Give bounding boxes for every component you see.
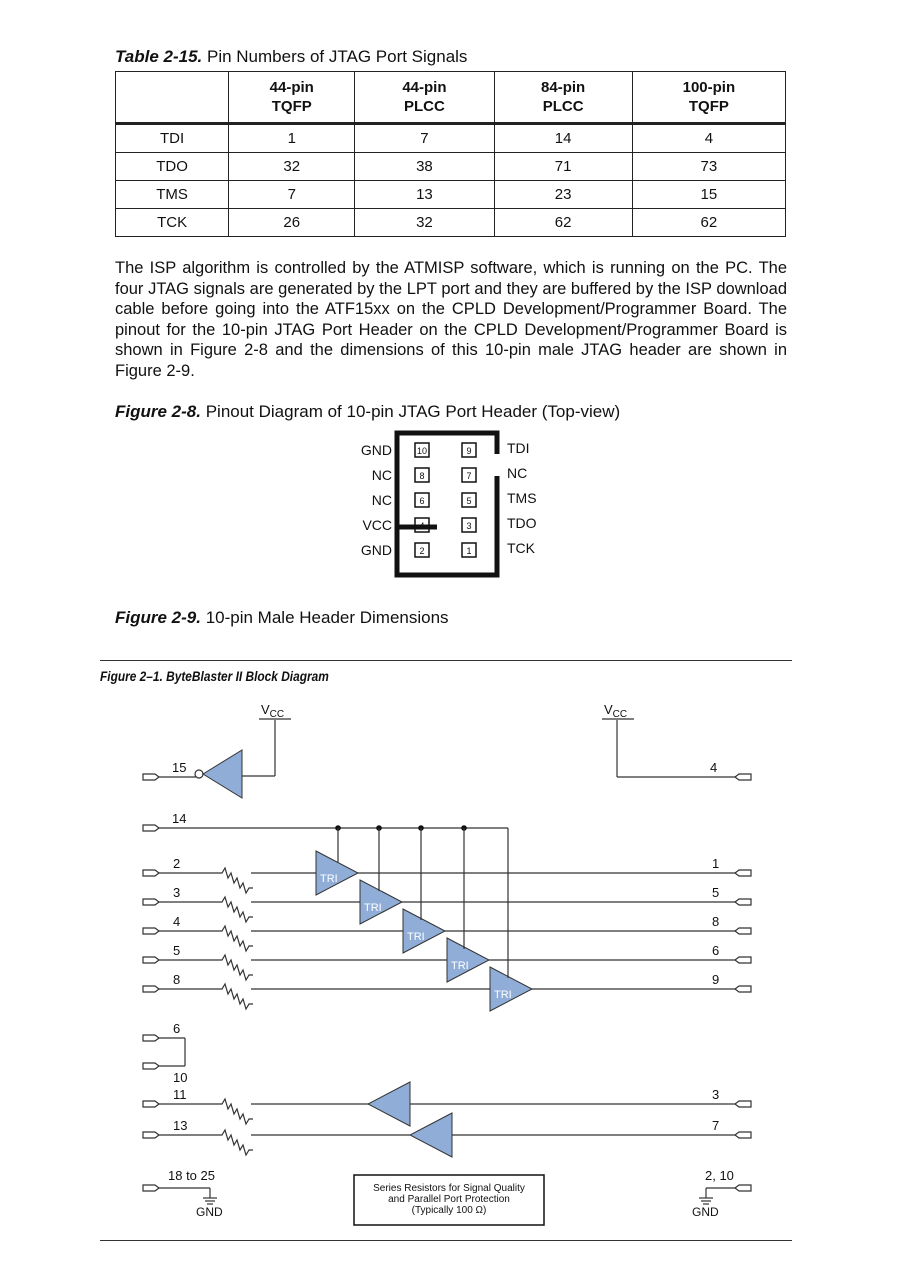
figure-2-8-label: Figure 2-8. <box>115 402 201 421</box>
table-row <box>116 181 786 209</box>
table-row-label: TCK <box>116 209 229 237</box>
signal-label: TDO <box>507 515 537 531</box>
table-caption-text: Pin Numbers of JTAG Port Signals <box>206 47 468 66</box>
jtag-pin-table <box>115 71 786 237</box>
pin-label: 6 <box>712 943 720 958</box>
left-connector <box>143 825 159 831</box>
signal-label: GND <box>360 542 392 558</box>
pin-label: 10 <box>173 1070 188 1085</box>
body-paragraph: The ISP algorithm is controlled by the ATMISP software, which is running on the PC. The four JTAG signals are generated by the LPT port and they are buffered by the ISP download cable before going into the ATF15xx on the CPLD Development/Programmer Board. The pinout for the 10-pin JTAG Port Header on the CPLD Development/Programmer Board is shown in Figure 2-8 and the dimensions of this 10-pin male JTAG header are shown in Figure 2-9. <box>115 259 787 380</box>
table-cell: 7 <box>355 124 494 153</box>
note-text: Series Resistors for Signal Quality <box>373 1183 525 1194</box>
table-caption-label: Table 2-15. <box>115 47 203 66</box>
left-connector <box>143 1132 159 1138</box>
table-header-row <box>116 72 786 124</box>
table-cell: 62 <box>632 209 785 237</box>
table-row <box>116 209 786 237</box>
signal-label: TDI <box>507 440 530 456</box>
pin-number: 6 <box>419 496 425 506</box>
right-signal-labels <box>507 440 537 556</box>
table-cell: 73 <box>632 153 785 181</box>
input-buffer <box>203 750 242 798</box>
pin-label: 1 <box>712 856 720 871</box>
buffer <box>368 1082 410 1126</box>
signal-label: NC <box>507 465 528 481</box>
pin-number: 3 <box>466 521 472 531</box>
figure-2-8-text: Pinout Diagram of 10-pin JTAG Port Header (Top-view) <box>205 402 621 421</box>
right-pin-column <box>462 443 476 557</box>
table-cell: 23 <box>494 181 632 209</box>
resistor <box>218 955 253 980</box>
left-pin-column <box>415 443 429 557</box>
pin-number: 2 <box>419 546 425 556</box>
left-connector <box>143 928 159 934</box>
right-connector <box>735 774 751 780</box>
table-cell: 71 <box>494 153 632 181</box>
buffer-label: TRI <box>320 873 338 885</box>
resistor <box>218 897 253 922</box>
table-cell: 32 <box>229 153 355 181</box>
pin-label: 13 <box>173 1118 188 1133</box>
table-cell: 62 <box>494 209 632 237</box>
pin-label: 3 <box>712 1087 720 1102</box>
signal-label: VCC <box>362 517 392 533</box>
table-cell: 38 <box>355 153 494 181</box>
pin-number: 8 <box>419 471 425 481</box>
figure-2-8-caption <box>115 402 620 422</box>
pin-label: 7 <box>712 1118 720 1133</box>
signal-label: TCK <box>507 540 535 556</box>
pin-label: 9 <box>712 972 720 987</box>
figure-2-9-caption <box>115 608 449 628</box>
pin-label: 8 <box>712 914 720 929</box>
pin-label: 14 <box>172 811 187 826</box>
figure-2-9-text: 10-pin Male Header Dimensions <box>205 608 449 627</box>
pin-number: 9 <box>466 446 472 456</box>
pin-label: 5 <box>712 885 720 900</box>
pin-number: 1 <box>466 546 472 556</box>
pin-label: 4 <box>710 760 718 775</box>
right-connector <box>735 986 751 992</box>
pin-number: 4 <box>419 521 425 531</box>
signal-label: GND <box>360 442 392 458</box>
buffer-label: TRI <box>494 989 512 1001</box>
bottom-rule <box>100 1240 792 1241</box>
left-signal-labels <box>361 442 392 558</box>
right-connector <box>735 1132 751 1138</box>
left-connector <box>143 899 159 905</box>
table-cell: 32 <box>355 209 494 237</box>
pin-number: 10 <box>416 446 428 456</box>
block-diagram-body <box>143 702 751 1225</box>
table-row-label: TMS <box>116 181 229 209</box>
left-connector <box>143 1101 159 1107</box>
pin-label: 4 <box>173 914 181 929</box>
buffer <box>410 1113 452 1157</box>
resistor <box>218 868 253 893</box>
left-connector <box>143 1063 159 1069</box>
pin-label: 6 <box>173 1021 181 1036</box>
table-row <box>116 153 786 181</box>
left-connector <box>143 986 159 992</box>
signal-label: NC <box>371 492 392 508</box>
left-connector <box>143 1185 159 1191</box>
signal-label: NC <box>371 467 392 483</box>
table-header-cell: 84-pin PLCC <box>494 72 632 124</box>
table-header-cell: 44-pin TQFP <box>229 72 355 124</box>
pin-number: 7 <box>466 471 472 481</box>
pin-number: 5 <box>466 496 472 506</box>
table-cell: 4 <box>632 124 785 153</box>
table-caption <box>115 47 467 67</box>
right-connector <box>735 928 751 934</box>
resistor <box>218 926 253 951</box>
gnd-label: GND <box>692 1205 719 1219</box>
byteblaster-block-diagram <box>0 690 908 1235</box>
note-text: (Typically 100 Ω) <box>411 1205 487 1216</box>
table-cell: 26 <box>229 209 355 237</box>
table-cell: 1 <box>229 124 355 153</box>
right-connector <box>735 899 751 905</box>
pin-label: 2 <box>173 856 181 871</box>
figure-2-9-label: Figure 2-9. <box>115 608 201 627</box>
pin-label: 2, 10 <box>705 1168 734 1183</box>
table-cell: 13 <box>355 181 494 209</box>
pin-label: 8 <box>173 972 181 987</box>
pin-label: 5 <box>173 943 181 958</box>
left-connector <box>143 774 159 780</box>
pin-label: 3 <box>173 885 181 900</box>
table-header-cell: 44-pin PLCC <box>355 72 494 124</box>
pin-label: 18 to 25 <box>168 1168 215 1183</box>
right-connector <box>735 1101 751 1107</box>
vcc-label: $V_{CC}$ <box>261 702 285 720</box>
left-connector <box>143 957 159 963</box>
right-connector <box>735 957 751 963</box>
table-cell: 14 <box>494 124 632 153</box>
right-connector <box>735 870 751 876</box>
buffer-label: TRI <box>451 960 469 972</box>
resistor <box>218 984 253 1009</box>
pin-label: 11 <box>173 1087 187 1102</box>
table-row-label: TDO <box>116 153 229 181</box>
figure-2-1-caption: Figure 2–1. ByteBlaster II Block Diagram <box>100 668 329 684</box>
resistor <box>218 1130 253 1155</box>
header-outline <box>397 433 497 527</box>
left-connector <box>143 870 159 876</box>
buffer-label: TRI <box>364 902 382 914</box>
resistor <box>218 1099 253 1124</box>
signal-label: TMS <box>507 490 537 506</box>
table-row <box>116 124 786 153</box>
table-row-label: TDI <box>116 124 229 153</box>
table-header-cell: 100-pin TQFP <box>632 72 785 124</box>
jtag-header-pinout-diagram <box>340 430 570 580</box>
top-rule <box>100 660 792 661</box>
table-corner-cell <box>116 72 229 124</box>
table-cell: 7 <box>229 181 355 209</box>
pin-label: 15 <box>172 760 187 775</box>
table-cell: 15 <box>632 181 785 209</box>
buffer-label: TRI <box>407 931 425 943</box>
gnd-label: GND <box>196 1205 223 1219</box>
note-text: and Parallel Port Protection <box>388 1194 510 1205</box>
left-connector <box>143 1035 159 1041</box>
inversion-bubble <box>195 770 203 778</box>
vcc-label: $V_{CC}$ <box>604 702 628 720</box>
right-connector <box>735 1185 751 1191</box>
